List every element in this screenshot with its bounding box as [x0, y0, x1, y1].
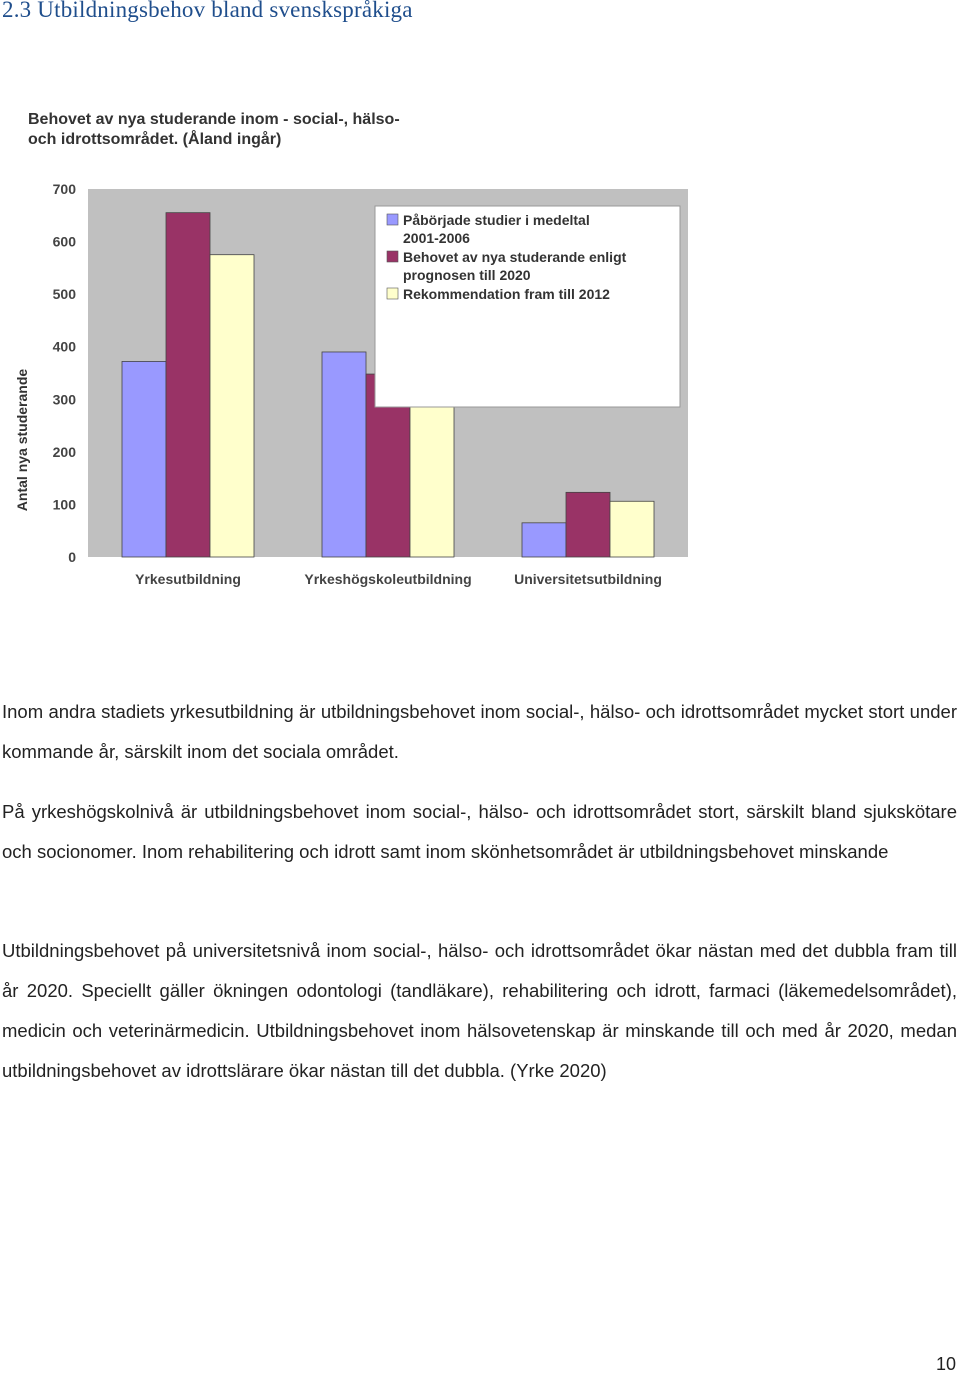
y-tick-label: 700 — [52, 181, 76, 197]
bar — [610, 501, 654, 557]
y-axis-label: Antal nya studerande — [14, 368, 30, 512]
section-heading: 2.3 Utbildningsbehov bland svenskspråkiga — [2, 0, 413, 22]
bar-chart — [0, 100, 700, 600]
paragraph-3: Utbildningsbehovet på universitetsnivå inom social-, hälso- och idrottsområdet ökar nästan med det dubbla fram till år 2020. Speciellt gäller ökningen odontologi (tandläkare), rehabilitering och idrott, farmaci (läkemedelsområdet), medicin och veterinärmedicin. Utbildningsbehovet inom hälsovetenskap är minskande till och med år 2020, medan utbildningsbehovet av idrottslärare ökar nästan till det dubbla. (Yrke 2020) — [2, 940, 957, 1081]
bar — [122, 361, 166, 557]
chart-title-line-1: Behovet av nya studerande inom - social-, hälso- — [28, 111, 400, 128]
x-category-label: Yrkesutbildning — [135, 571, 241, 587]
paragraph-1: Inom andra stadiets yrkesutbildning är utbildningsbehovet inom social-, hälso- och idrottsområdet mycket stort under kommande år, särskilt inom det sociala området. — [2, 701, 957, 762]
legend-label-1b: 2001-2006 — [403, 230, 470, 246]
legend-swatch-2 — [387, 251, 398, 262]
bar — [210, 255, 254, 557]
bar — [522, 523, 566, 557]
legend-label-3: Rekommendation fram till 2012 — [403, 286, 610, 302]
legend — [375, 206, 680, 407]
y-tick-label: 100 — [52, 496, 76, 513]
x-axis — [135, 571, 662, 587]
legend-label-2a: Behovet av nya studerande enligt — [403, 249, 627, 265]
y-axis — [53, 181, 77, 565]
x-category-label: Universitetsutbildning — [514, 571, 662, 587]
bar — [166, 213, 210, 557]
legend-label-2b: prognosen till 2020 — [403, 267, 531, 283]
x-category-label: Yrkeshögskoleutbildning — [304, 571, 472, 587]
y-tick-label: 400 — [52, 338, 76, 355]
legend-swatch-3 — [387, 288, 398, 299]
chart-title-line-2: och idrottsområdet. (Åland ingår) — [28, 131, 282, 148]
legend-swatch-1 — [387, 214, 398, 225]
bar — [566, 492, 610, 557]
legend-label-1a: Påbörjade studier i medeltal — [403, 212, 590, 228]
y-tick-label: 600 — [52, 233, 76, 250]
y-tick-label: 500 — [52, 286, 76, 303]
bar — [322, 352, 366, 557]
paragraph-2: På yrkeshögskolnivå är utbildningsbehovet inom social-, hälso- och idrottsområdet stort, särskilt bland sjukskötare och socionomer. Inom rehabilitering och idrott samt inom skönhetsområdet är utbildningsbehovet minskande — [2, 801, 957, 862]
y-tick-label: 300 — [52, 391, 76, 408]
page-number: 10 — [935, 1354, 956, 1374]
y-tick-label: 0 — [68, 549, 76, 565]
y-tick-label: 200 — [52, 443, 76, 460]
